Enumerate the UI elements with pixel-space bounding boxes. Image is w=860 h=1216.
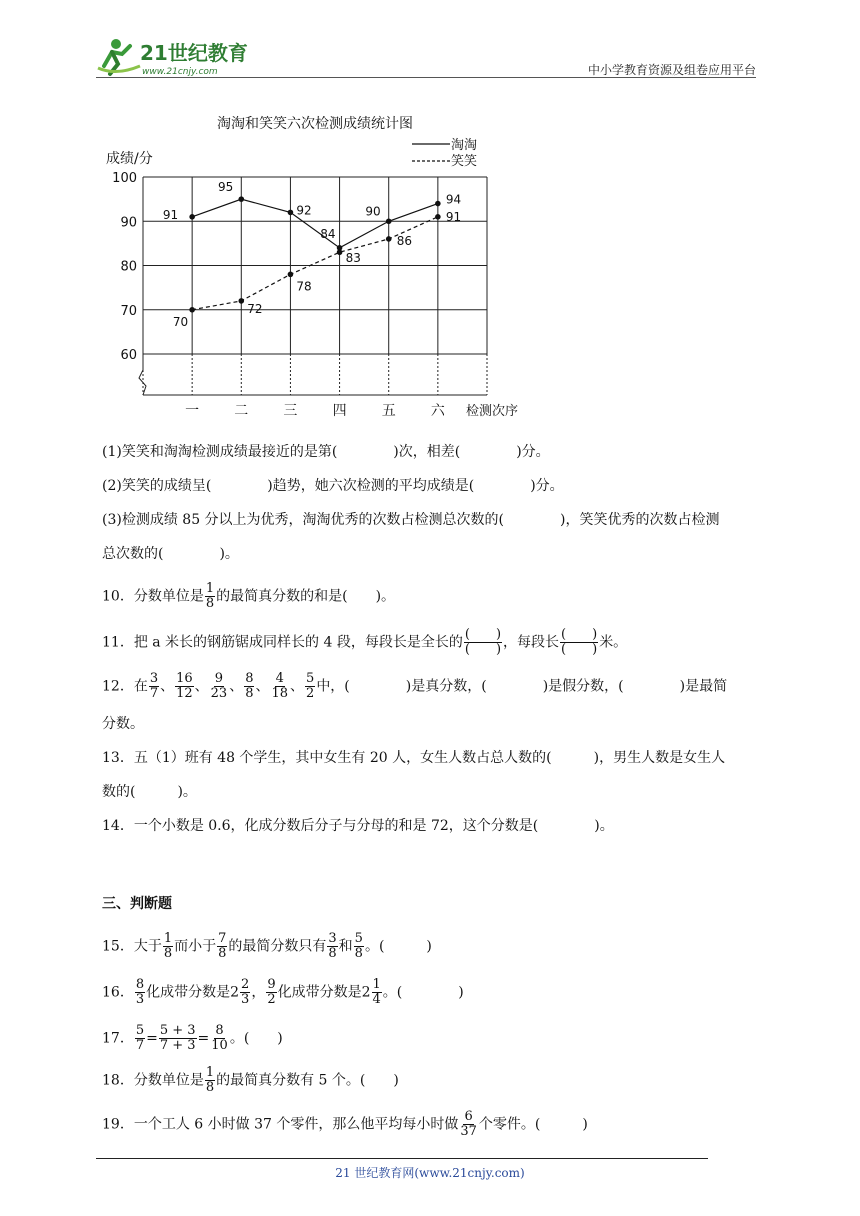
svg-text:21世纪教育: 21世纪教育: [140, 41, 248, 65]
fraction-1-8: [163, 932, 173, 961]
x-tick-label: 二: [234, 403, 249, 419]
question-15: [102, 932, 432, 961]
fraction-1-8: [205, 582, 215, 611]
frac-num: 5: [135, 1023, 145, 1038]
frac-den: 10: [211, 1038, 228, 1053]
y-tick-label: 90: [120, 215, 137, 231]
data-label: 91: [162, 207, 179, 222]
frac-num: 1: [205, 1065, 215, 1080]
frac-den: 2: [306, 686, 315, 701]
data-point: [435, 214, 441, 220]
q16-text-a: 16．: [102, 984, 134, 1001]
question-13-cont: 数的( )。: [102, 784, 197, 800]
frac-num: 8: [135, 977, 145, 992]
q16-text-e: 。( ): [382, 984, 464, 1001]
q12-text-a: 12．在: [102, 678, 148, 695]
section-title-judgement: 三、判断题: [102, 896, 172, 912]
fraction-7-8: [217, 932, 227, 961]
frac-num: 5: [306, 671, 315, 686]
frac-num: 5 + 3: [159, 1023, 196, 1038]
data-label: 72: [247, 301, 263, 316]
fraction-5-7: [135, 1024, 145, 1053]
fraction-5-2: [305, 672, 315, 701]
frac-num: 16: [176, 671, 193, 686]
frac-den: 8: [328, 946, 337, 961]
frac-num: 1: [163, 931, 173, 946]
x-tick-label: 六: [430, 403, 445, 419]
x-tick-label: 四: [332, 403, 347, 419]
data-point: [337, 249, 343, 255]
q16-text-b: 化成带分数是: [146, 984, 231, 1001]
fraction-6-37: [459, 1110, 478, 1139]
q11-text-c: 米。: [599, 634, 628, 651]
header-divider: [96, 77, 756, 78]
chart-title: 淘淘和笑笑六次检测成绩统计图: [217, 116, 413, 132]
q18-text-b: 的最简真分数有 5 个。( ): [216, 1072, 399, 1089]
fraction-5plus3-7plus3: [159, 1024, 197, 1053]
frac-den: 3: [135, 992, 145, 1007]
question-19: [102, 1110, 588, 1139]
equals-sign: =: [146, 1030, 158, 1047]
data-label: 91: [445, 209, 462, 224]
question-13: 13．五（1）班有 48 个学生，其中女生有 20 人，女生人数占总人数的( )，男生人数是女生人: [102, 750, 726, 766]
fraction-3-8: [327, 932, 337, 961]
frac-num: 9: [267, 977, 276, 992]
q19-text-a: 19．一个工人 6 小时做 37 个零件，那么他平均每小时做: [102, 1116, 459, 1133]
q17-text-a: 17．: [102, 1030, 134, 1047]
frac-num: 3: [149, 671, 159, 686]
separator: 、: [255, 678, 270, 695]
data-label: 90: [365, 204, 381, 219]
fraction-8-3: [135, 978, 145, 1007]
frac-den: 3: [241, 992, 250, 1007]
q10-text-a: 10．分数单位是: [102, 588, 204, 605]
separator: 、: [290, 678, 305, 695]
data-label: 95: [218, 180, 234, 195]
data-label: 83: [345, 251, 361, 266]
separator: 、: [229, 678, 244, 695]
data-label: 86: [396, 233, 412, 248]
frac-num: ( ): [464, 627, 502, 642]
data-point: [386, 236, 392, 242]
question-10: [102, 582, 395, 611]
frac-den: 23: [210, 686, 228, 701]
frac-num: 1: [372, 977, 381, 992]
frac-num: ( ): [561, 627, 598, 642]
y-tick-label: 80: [120, 259, 137, 275]
blank-fraction-1: [464, 628, 502, 657]
legend-label-taotao: 淘淘: [451, 138, 478, 153]
frac-den: 8: [205, 1080, 215, 1095]
x-axis-label: 检测次序: [466, 404, 519, 419]
fraction-9-23: [210, 672, 229, 701]
data-point: [189, 214, 195, 220]
data-point: [238, 298, 244, 304]
question-17: [102, 1024, 283, 1053]
fraction-8-10: [210, 1024, 229, 1053]
fraction-16-12: [175, 672, 194, 701]
site-logo: [96, 36, 266, 80]
frac-num: 7: [218, 931, 227, 946]
q15-text-d: 和: [338, 938, 353, 955]
q12-text-b: 中，( )是真分数，( )是假分数，( )是最简: [316, 678, 728, 695]
question-9-part-1: (1)笑笑和淘淘检测成绩最接近的是第( )次，相差( )分。: [102, 444, 550, 460]
frac-den: 7 + 3: [159, 1038, 196, 1053]
fraction-2-3: [240, 978, 250, 1007]
data-point: [238, 196, 244, 202]
q19-text-b: 个零件。( ): [478, 1116, 588, 1133]
frac-num: 1: [205, 581, 215, 596]
blank-fraction-2: [560, 628, 598, 657]
frac-num: 5: [354, 931, 363, 946]
footer-text: 21 世纪教育网(www.21cnjy.com): [335, 1166, 525, 1180]
data-label: 78: [296, 279, 312, 294]
question-9-part-3: (3)检测成绩 85 分以上为优秀，淘淘优秀的次数占检测总次数的( )，笑笑优秀的次数占检测: [102, 512, 720, 528]
frac-den: ( ): [464, 642, 502, 657]
q18-text-a: 18．分数单位是: [102, 1072, 204, 1089]
frac-den: 8: [163, 946, 173, 961]
q16-text-c: ，: [251, 984, 266, 1001]
frac-num: 4: [275, 671, 284, 686]
data-point: [288, 272, 294, 278]
chart-legend: [412, 138, 477, 169]
frac-num: 8: [245, 671, 254, 686]
data-point: [435, 201, 441, 207]
plot-area: [112, 171, 487, 419]
fraction-8-8: [244, 672, 254, 701]
frac-num: 6: [464, 1109, 473, 1124]
q11-text-a: 11．把 a 米长的钢筋锯成同样长的 4 段，每段长是全长的: [102, 634, 463, 651]
mixed-whole: 2: [230, 984, 240, 1001]
frac-den: 7: [135, 1038, 145, 1053]
frac-den: 12: [176, 686, 193, 701]
data-point: [288, 210, 294, 216]
frac-num: 3: [328, 931, 337, 946]
frac-den: 37: [460, 1124, 477, 1139]
data-point: [189, 307, 195, 313]
y-tick-label: 70: [120, 303, 137, 319]
frac-den: 4: [372, 992, 381, 1007]
frac-den: 18: [271, 686, 289, 701]
data-label: 84: [320, 226, 336, 241]
x-tick-label: 一: [185, 403, 200, 419]
frac-num: 8: [215, 1023, 224, 1038]
fraction-9-2: [266, 978, 276, 1007]
runner-logo-icon: [96, 36, 266, 80]
frac-den: 2: [267, 992, 276, 1007]
svg-text:www.21cnjy.com: www.21cnjy.com: [142, 67, 218, 77]
legend-label-xiaoxiao: 笑笑: [451, 154, 478, 169]
y-axis-label: 成绩/分: [106, 151, 153, 167]
platform-name: 中小学教育资源及组卷应用平台: [587, 63, 756, 77]
q15-text-a: 15．大于: [102, 938, 162, 955]
equals-sign: =: [197, 1030, 210, 1047]
frac-den: ( ): [561, 642, 598, 657]
question-9-part-3-cont: 总次数的( )。: [102, 546, 239, 562]
question-9-part-2: (2)笑笑的成绩呈( )趋势，她六次检测的平均成绩是( )分。: [102, 478, 564, 494]
x-tick-label: 五: [381, 403, 396, 419]
fraction-1-4: [372, 978, 382, 1007]
q15-text-e: 。( ): [364, 938, 432, 955]
y-tick-label: 60: [120, 348, 137, 363]
q17-text-b: 。( ): [229, 1030, 283, 1047]
data-point: [386, 218, 392, 224]
question-14: 14．一个小数是 0.6，化成分数后分子与分母的和是 72，这个分数是( )。: [102, 818, 614, 834]
frac-den: 7: [149, 686, 159, 701]
fraction-5-8: [354, 932, 364, 961]
q11-text-b: ，每段长: [503, 634, 560, 651]
separator: 、: [194, 678, 209, 695]
q15-text-b: 而小于: [174, 938, 217, 955]
x-tick-label: 三: [283, 403, 298, 419]
data-label: 70: [172, 314, 189, 329]
frac-den: 8: [218, 946, 227, 961]
q16-text-d: 化成带分数是: [277, 984, 362, 1001]
data-label: 92: [296, 203, 312, 218]
question-18: [102, 1066, 399, 1095]
frac-den: 8: [205, 596, 215, 611]
separator: 、: [160, 678, 175, 695]
q10-text-b: 的最简真分数的和是( )。: [216, 588, 396, 605]
y-tick-label: 100: [112, 171, 137, 186]
q15-text-c: 的最简分数只有: [228, 938, 327, 955]
fraction-3-7: [149, 672, 159, 701]
frac-den: 8: [245, 686, 254, 701]
question-11: [102, 628, 627, 657]
frac-den: 8: [354, 946, 363, 961]
fraction-4-18: [270, 672, 289, 701]
question-12: [102, 672, 727, 701]
fraction-1-8: [205, 1066, 215, 1095]
question-12-cont: 分数。: [102, 716, 144, 732]
footer-divider: [96, 1158, 708, 1159]
frac-num: 9: [214, 671, 224, 686]
mixed-whole: 2: [361, 984, 371, 1001]
data-label: 94: [445, 192, 462, 207]
score-line-chart: [100, 108, 570, 426]
frac-num: 2: [241, 977, 250, 992]
question-16: [102, 978, 464, 1007]
